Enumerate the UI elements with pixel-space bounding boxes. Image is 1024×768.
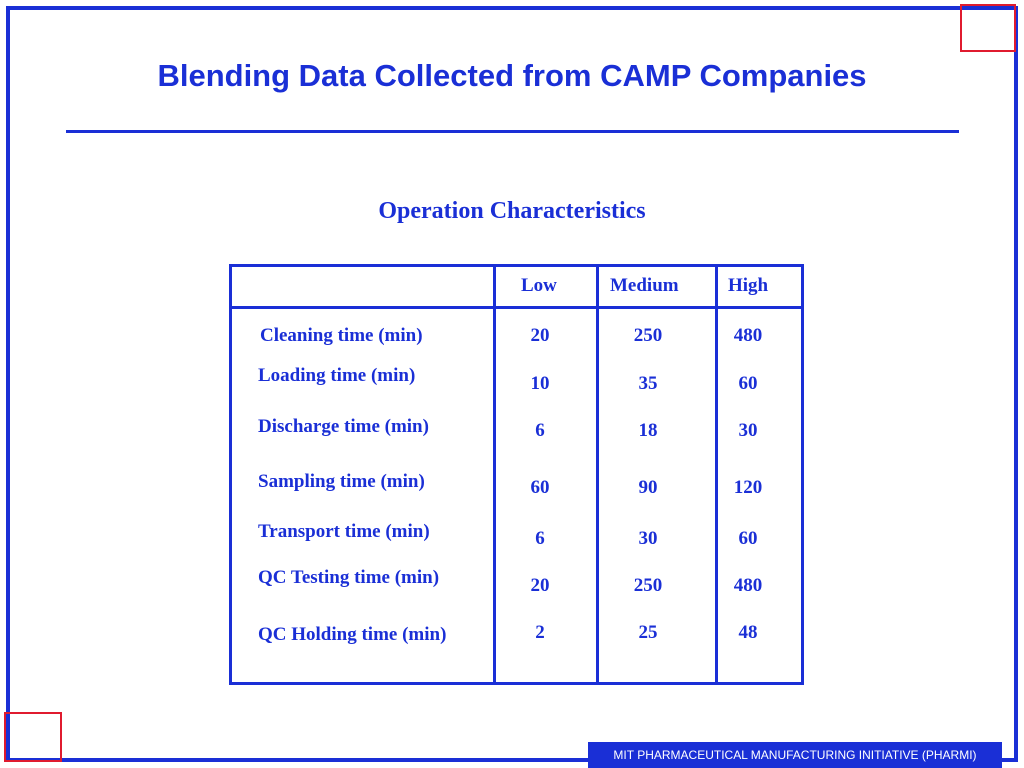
cell-loading-low: 10	[530, 373, 550, 394]
cell-discharge-low: 6	[535, 420, 545, 441]
row-label-qc-testing: QC Testing time (min)	[258, 567, 440, 588]
cell-qc-holding-low: 2	[535, 622, 545, 643]
header-medium: Medium	[610, 275, 679, 296]
row-label-transport: Transport time (min)	[258, 521, 430, 542]
row-label-loading: Loading time (min)	[258, 365, 416, 386]
cell-qc-testing-high: 480	[733, 575, 763, 596]
footer-banner: MIT PHARMACEUTICAL MANUFACTURING INITIATIVE (PHARMI)	[588, 742, 1002, 768]
cell-discharge-medium: 18	[638, 420, 658, 441]
slide-title: Blending Data Collected from CAMP Companies	[157, 58, 867, 93]
cell-sampling-low: 60	[530, 477, 550, 498]
cell-qc-holding-high: 48	[738, 622, 758, 643]
cell-qc-testing-low: 20	[530, 575, 550, 596]
title-divider	[66, 130, 959, 133]
table-subtitle: Operation Characteristics	[378, 198, 646, 224]
table-left-border	[229, 264, 232, 685]
table-right-border	[801, 264, 804, 685]
cell-transport-medium: 30	[638, 528, 658, 549]
row-label-sampling: Sampling time (min)	[258, 471, 425, 492]
cell-loading-medium: 35	[638, 373, 658, 394]
table-col-divider-2	[596, 264, 599, 685]
cell-discharge-high: 30	[738, 420, 758, 441]
row-label-discharge: Discharge time (min)	[258, 416, 429, 437]
cell-qc-holding-medium: 25	[638, 622, 658, 643]
header-low: Low	[521, 275, 557, 296]
cell-transport-high: 60	[738, 528, 758, 549]
row-label-qc-holding: QC Holding time (min)	[258, 624, 447, 645]
cell-sampling-medium: 90	[638, 477, 658, 498]
cell-cleaning-medium: 250	[633, 325, 663, 346]
corner-square-bottom-left	[4, 712, 62, 762]
table-col-divider-1	[493, 264, 496, 685]
cell-transport-low: 6	[535, 528, 545, 549]
cell-cleaning-high: 480	[733, 325, 763, 346]
cell-loading-high: 60	[738, 373, 758, 394]
cell-cleaning-low: 20	[530, 325, 550, 346]
cell-qc-testing-medium: 250	[633, 575, 663, 596]
corner-square-top-right	[960, 4, 1016, 52]
row-label-cleaning: Cleaning time (min)	[260, 325, 423, 346]
header-high: High	[728, 275, 769, 296]
cell-sampling-high: 120	[733, 477, 763, 498]
